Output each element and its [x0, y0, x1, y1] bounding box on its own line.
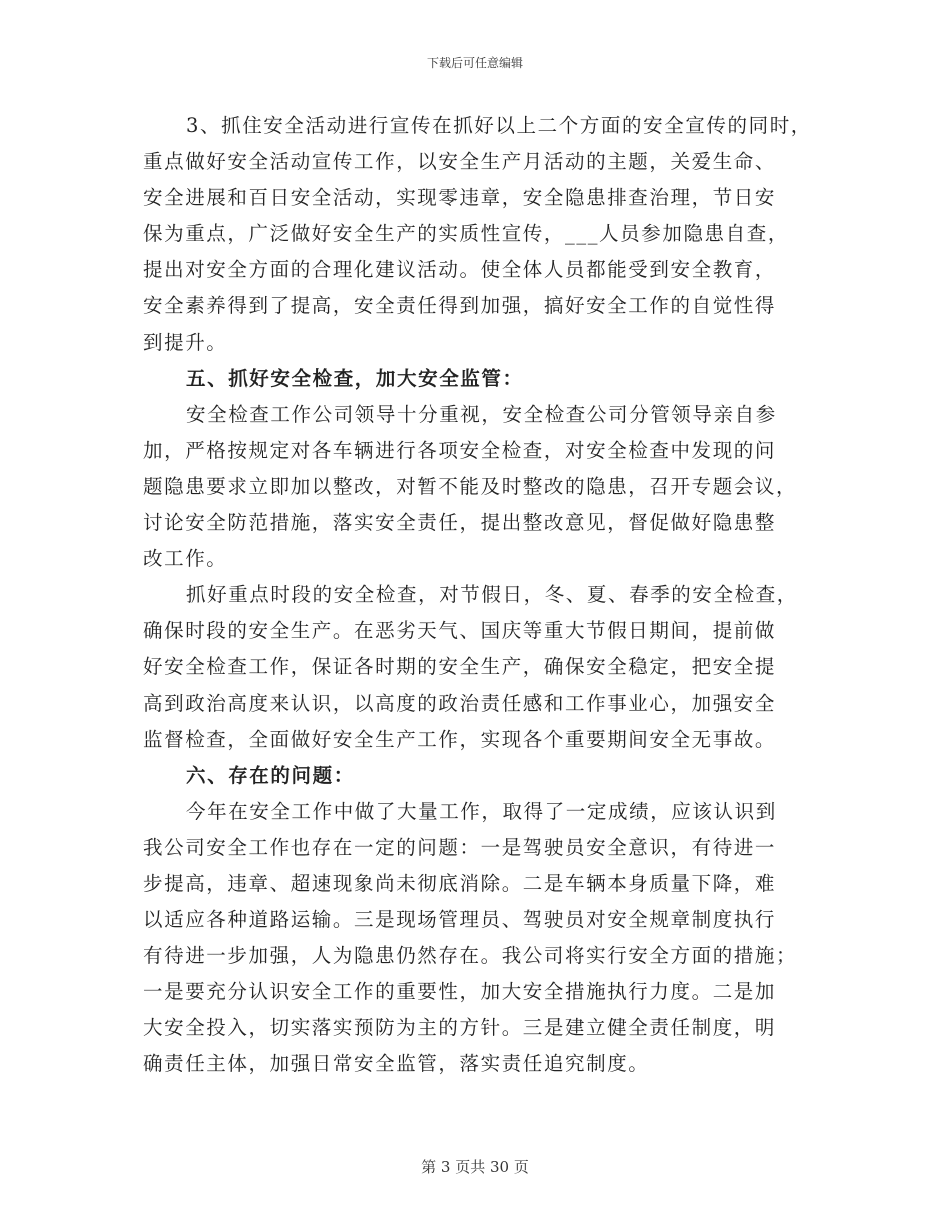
document-body — [143, 108, 815, 1083]
page-header: 下载后可任意编辑 — [426, 56, 523, 70]
page-number: 第 3 页共 30 页 — [421, 1158, 529, 1176]
paragraph-line: 题隐患要求立即加以整改，对暂不能及时整改的隐患，召开专题会议， — [143, 474, 798, 498]
paragraph-line: 3、抓住安全活动进行宣传在抓好以上二个方面的安全宣传的同时， — [186, 114, 812, 137]
paragraph-line: 今年在安全工作中做了大量工作，取得了一定成绩，应该认识到 — [186, 799, 777, 823]
paragraph-line: 步提高，违章、超速现象尚未彻底消除。二是车辆本身质量下降，难 — [143, 871, 777, 895]
section-heading-5: 五、抓好安全检查，加大安全监管： — [186, 366, 524, 390]
paragraph-line: 安全检查工作公司领导十分重视，安全检查公司分管领导亲自参 — [186, 402, 777, 426]
paragraph-line: 确责任主体，加强日常安全监管，落实责任追究制度。 — [143, 1052, 650, 1076]
paragraph-line: 以适应各种道路运输。三是现场管理员、驾驶员对安全规章制度执行 — [143, 908, 777, 932]
paragraph-line: 到提升。 — [143, 330, 228, 354]
paragraph-line: 改工作。 — [143, 547, 228, 571]
paragraph-line: 保为重点，广泛做好安全生产的实质性宣传，___人员参加隐患自查， — [143, 222, 789, 246]
paragraph-line: 高到政治高度来认识，以高度的政治责任感和工作事业心，加强安全 — [143, 691, 777, 715]
paragraph-line: 好安全检查工作，保证各时期的安全生产，确保安全稳定，把安全提 — [143, 655, 777, 679]
paragraph-line: 重点做好安全活动宣传工作，以安全生产月活动的主题，关爱生命、 — [143, 150, 777, 174]
paragraph-line: 提出对安全方面的合理化建议活动。使全体人员都能受到安全教育， — [143, 258, 777, 282]
paragraph-line: 我公司安全工作也存在一定的问题：一是驾驶员安全意识，有待进一 — [143, 835, 777, 859]
section-heading-6: 六、存在的问题： — [186, 763, 355, 787]
paragraph-line: 监督检查，全面做好安全生产工作，实现各个重要期间安全无事故。 — [143, 727, 777, 751]
paragraph-line: 一是要充分认识安全工作的重要性，加大安全措施执行力度。二是加 — [143, 980, 777, 1004]
paragraph-line: 加，严格按规定对各车辆进行各项安全检查，对安全检查中发现的问 — [143, 438, 777, 462]
paragraph-line: 确保时段的安全生产。在恶劣天气、国庆等重大节假日期间，提前做 — [143, 619, 777, 643]
paragraph-line: 大安全投入，切实落实预防为主的方针。三是建立健全责任制度，明 — [143, 1016, 777, 1040]
paragraph-line: 安全素养得到了提高，安全责任得到加强，搞好安全工作的自觉性得 — [143, 294, 777, 318]
paragraph-line: 抓好重点时段的安全检查，对节假日，冬、夏、春季的安全检查， — [186, 583, 798, 607]
paragraph-line: 安全进展和百日安全活动，实现零违章，安全隐患排查治理，节日安 — [143, 186, 777, 210]
paragraph-line: 讨论安全防范措施，落实安全责任，提出整改意见，督促做好隐患整 — [143, 511, 777, 535]
paragraph-line: 有待进一步加强，人为隐患仍然存在。我公司将实行安全方面的措施； — [143, 944, 798, 968]
